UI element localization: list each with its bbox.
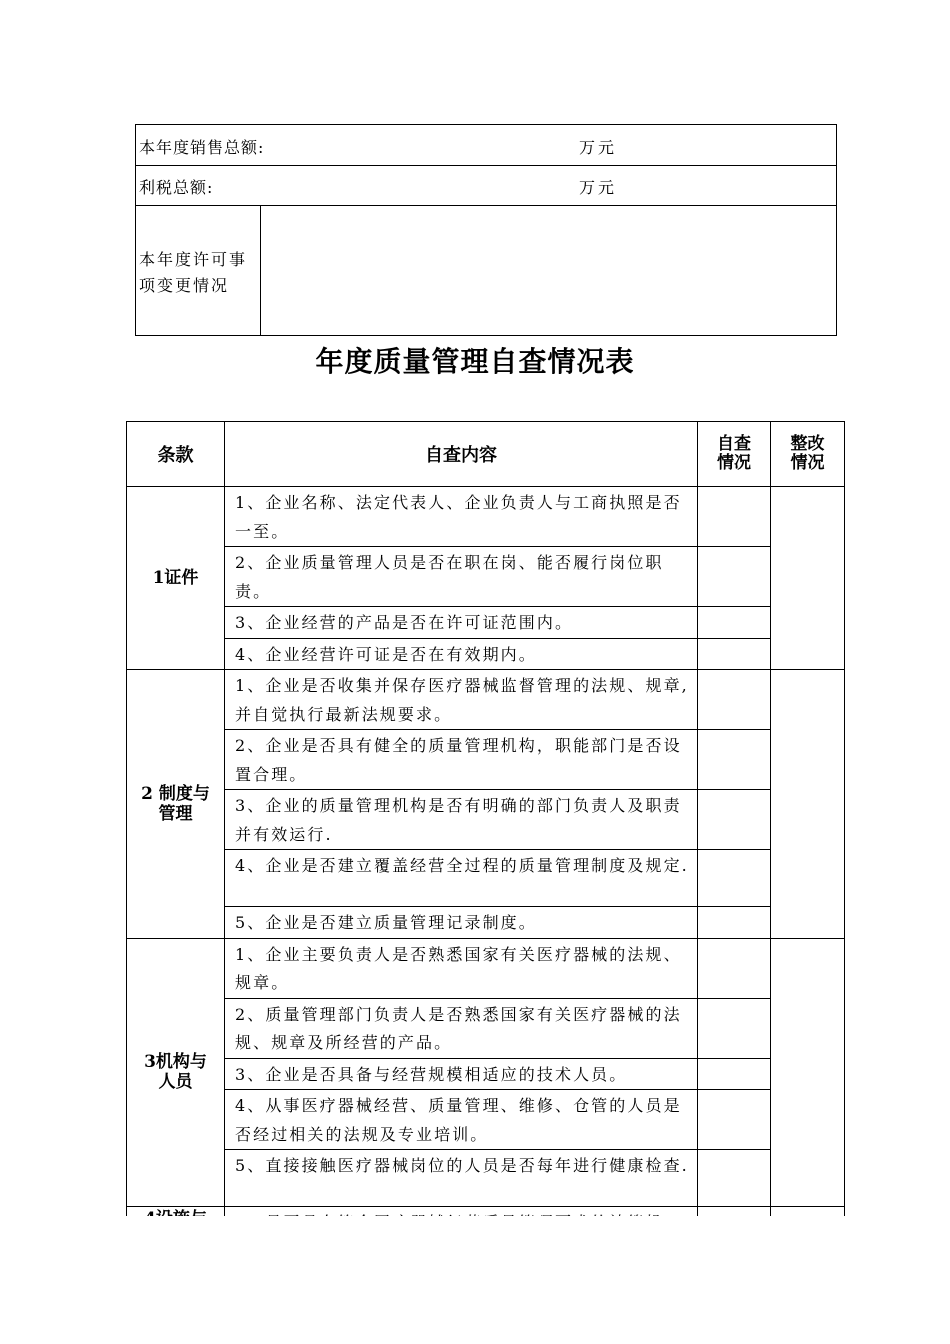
sales-total-label: 本年度销售总额: (139, 138, 265, 157)
item-content: 5、直接接触医疗器械岗位的人员是否每年进行健康检查. (225, 1150, 698, 1207)
item-content: 4、企业是否建立覆盖经营全过程的质量管理制度及规定. (225, 850, 698, 907)
table-row (127, 670, 845, 730)
sales-total-row (136, 125, 836, 166)
table-row (127, 607, 845, 639)
item-content: 4、从事医疗器械经营、质量管理、维修、仓管的人员是否经过相关的法规及专业培训。 (225, 1090, 698, 1150)
self-check-cell[interactable] (698, 1150, 771, 1207)
header-rectify (771, 422, 845, 487)
clause-cell (127, 938, 225, 1207)
item-content: 1、企业是否收集并保存医疗器械监督管理的法规、规章,并自觉执行最新法规要求。 (225, 670, 698, 730)
item-content: 2、企业质量管理人员是否在职在岗、能否履行岗位职责。 (225, 547, 698, 607)
header-content: 自查内容 (225, 422, 698, 487)
item-content: 3、企业是否具备与经营规模相适应的技术人员。 (225, 1058, 698, 1090)
table-row (127, 907, 845, 939)
rectify-cell[interactable] (771, 487, 845, 670)
tax-total-label: 利税总额: (139, 178, 214, 197)
clause-text: 2 制度与管理 (141, 783, 210, 824)
self-check-cell[interactable] (698, 638, 771, 670)
header-self-check (698, 422, 771, 487)
table-row (127, 730, 845, 790)
self-check-cell[interactable] (698, 938, 771, 998)
summary-box (135, 124, 837, 336)
permit-change-row (136, 205, 836, 335)
self-check-cell[interactable] (698, 850, 771, 907)
item-content: 2、质量管理部门负责人是否熟悉国家有关医疗器械的法规、规章及所经营的产品。 (225, 998, 698, 1058)
table-row (127, 547, 845, 607)
item-content: 5、企业是否建立质量管理记录制度。 (225, 907, 698, 939)
item-content: 3、企业经营的产品是否在许可证范围内。 (225, 607, 698, 639)
table-row (127, 998, 845, 1058)
permit-change-divider (260, 205, 261, 335)
table-row (127, 1058, 845, 1090)
clause-cell (127, 670, 225, 939)
self-check-cell[interactable] (698, 790, 771, 850)
page-bottom-margin (0, 1216, 950, 1344)
page-title: 年度质量管理自查情况表 (315, 345, 635, 378)
table-row (127, 790, 845, 850)
clause-text: 3机构与人员 (144, 1052, 207, 1093)
self-check-table (126, 421, 845, 1264)
self-check-cell[interactable] (698, 1058, 771, 1090)
header-rectify-text: 整改情况 (790, 434, 825, 473)
item-content: 1、企业名称、法定代表人、企业负责人与工商执照是否一至。 (225, 487, 698, 547)
rectify-cell[interactable] (771, 670, 845, 939)
tax-total-row (136, 165, 836, 206)
table-row (127, 850, 845, 907)
self-check-cell[interactable] (698, 907, 771, 939)
item-content: 3、企业的质量管理机构是否有明确的部门负责人及职责并有效运行. (225, 790, 698, 850)
item-content: 1、企业主要负责人是否熟悉国家有关医疗器械的法规、规章。 (225, 938, 698, 998)
self-check-cell[interactable] (698, 487, 771, 547)
self-check-cell[interactable] (698, 607, 771, 639)
rectify-cell[interactable] (771, 938, 845, 1207)
permit-change-label: 本年度许可事项变更情况 (139, 250, 248, 295)
tax-total-unit: 万元 (579, 178, 618, 197)
header-clause: 条款 (127, 422, 225, 487)
table-row (127, 1090, 845, 1150)
table-row (127, 638, 845, 670)
header-self-check-text: 自查情况 (717, 434, 751, 473)
clause-cell: 1证件 (127, 487, 225, 670)
item-content: 2、企业是否具有健全的质量管理机构，职能部门是否设置合理。 (225, 730, 698, 790)
self-check-cell[interactable] (698, 547, 771, 607)
item-content: 4、企业经营许可证是否在有效期内。 (225, 638, 698, 670)
table-row (127, 487, 845, 547)
table-header-row (127, 422, 845, 487)
self-check-cell[interactable] (698, 730, 771, 790)
sales-total-unit: 万元 (579, 138, 618, 157)
self-check-cell[interactable] (698, 1090, 771, 1150)
table-row (127, 1150, 845, 1207)
table-row (127, 938, 845, 998)
self-check-cell[interactable] (698, 998, 771, 1058)
self-check-cell[interactable] (698, 670, 771, 730)
